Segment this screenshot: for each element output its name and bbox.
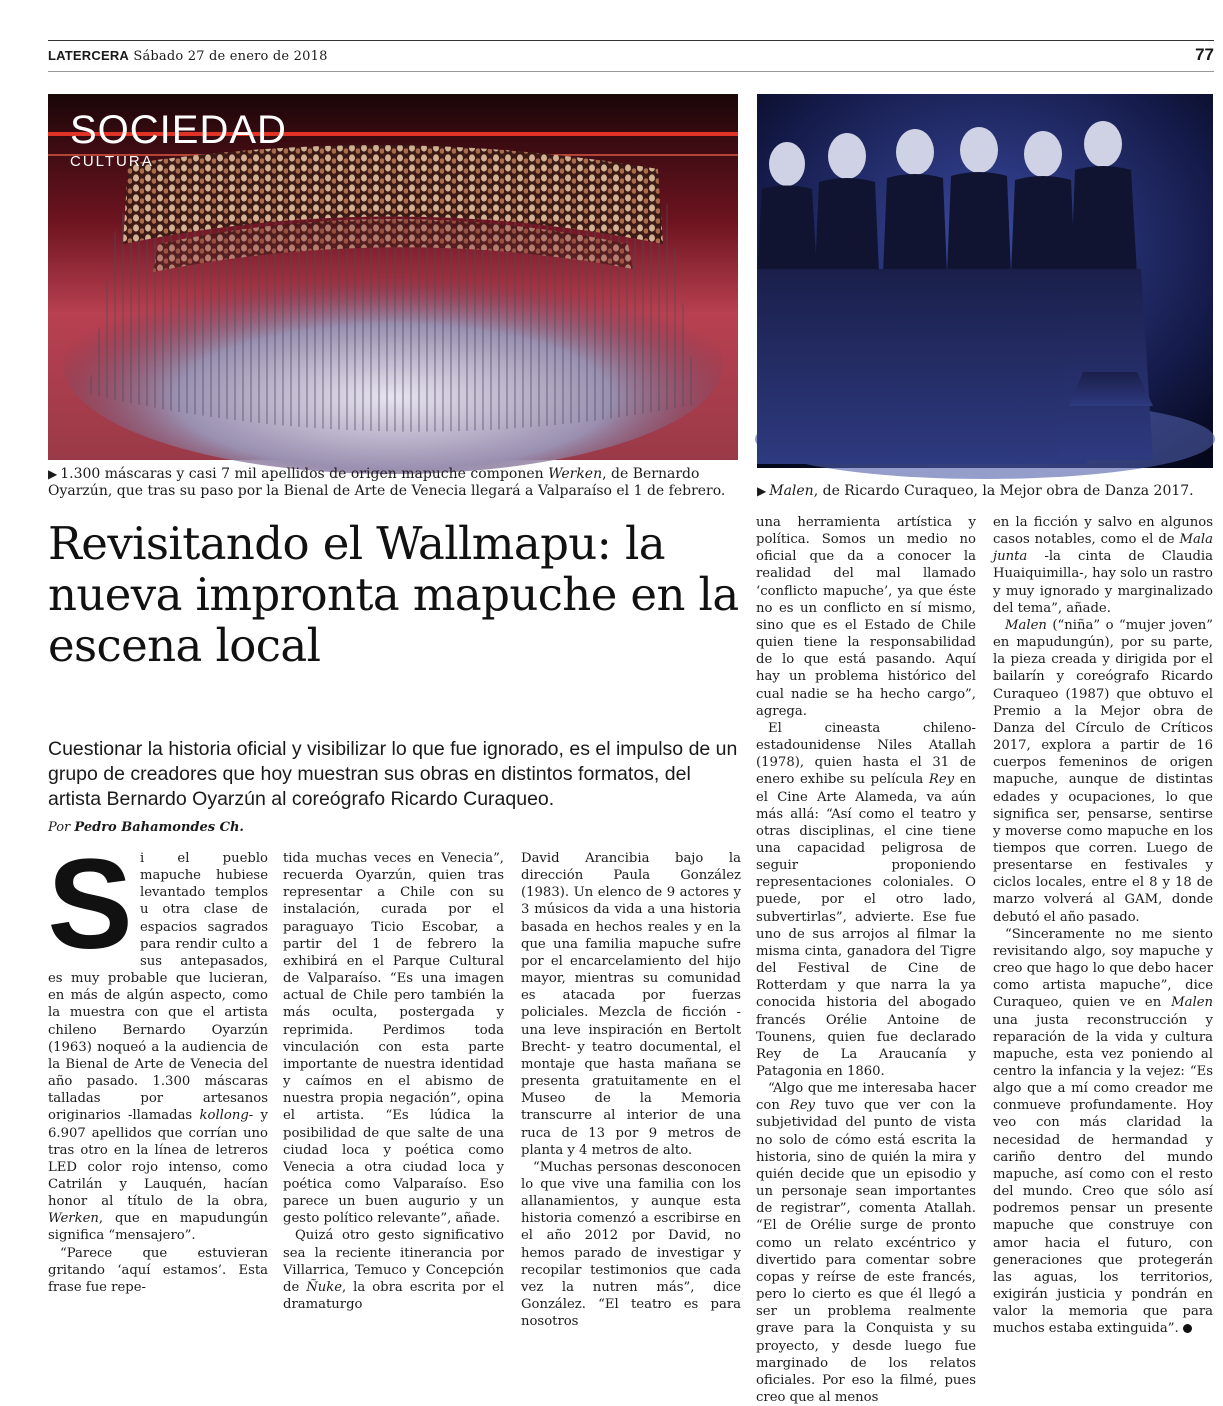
paragraph-text: en el Cine Arte Alameda, va aún más allá: “Así como el teatro y otras disciplinas, el cine tiene una capacidad peligrosa de seguir proponiendo representaciones coloniales. O puede, por el otro lado, subvertirlas”, advierte. Ese fue uno de sus arrojos al filmar la misma cinta, ganadora del Tigre del Festival de Cine de Rotterdam y que narra la ya conocida historia del abogado francés Orélie Antoine de Tounens, quien fue declarado Rey de La Araucanía y Patagonia en 1860.: [756, 772, 976, 1079]
caption-work-title: Malen: [769, 483, 814, 499]
paragraph: [993, 514, 1213, 617]
paragraph-text: i el pueblo mapuche hubiese levantado templos u otra clase de espacios sagrados para rendir culto a sus antepasados, es muy probable que lucieran, en más de algún aspecto, como la muestra con que el artista chileno Bernardo Oyarzún (1963) noqueó a la audiencia de la Bienal de Arte de Venecia del año pasado. 1.300 máscaras talladas por artesanos originarios -llamadas: [48, 851, 268, 1124]
article-headline: Revisitando el Wallmapu: la nueva impronta mapuche en la escena local: [48, 517, 739, 672]
page-number: 77: [1195, 45, 1214, 64]
paragraph-text: El cineasta chileno-estadounidense Niles Atallah (1978), quien hasta el 31 de enero exhibe su película: [756, 720, 976, 788]
paragraph-text: -la cinta de Claudia Huaiquimilla-, hay solo un rastro y muy ignorado y marginalizado del tema”, añade.: [993, 549, 1213, 616]
masthead: [48, 40, 1214, 72]
italic-term: Malen: [1005, 617, 1047, 633]
paragraph-text: tuvo que ver con la subjetividad del punto de vista no solo de cómo está escrita la historia, sino de quién la mira y quién decide que un episodio y un personaje sean importantes de registrar”, comenta Atallah. “El de Orélie surge de pronto como un relato excéntrico y divertido para comentar sobre copas y reírse de este francés, pero lo cierto es que él llegó a ser un problema realmente grave para la Conquista y su proyecto, y desde luego fue marginado de los relatos oficiales. Por eso la filmé, pues creo que al menos: [756, 1098, 977, 1405]
caption-triangle-icon: ▶: [48, 467, 58, 481]
paragraph: [756, 1080, 976, 1406]
paragraph-text: en la ficción y salvo en algunos casos notables, como el de: [993, 515, 1213, 548]
paragraph-text: , que en mapudungún significa “mensajero”.: [48, 1211, 268, 1244]
paragraph-text: , la obra escrita por el dramaturgo: [283, 1279, 504, 1313]
paragraph: [993, 926, 1213, 1338]
paragraph: “Parece que estuvieran gritando ‘aquí estamos’. Esta frase fue repe-: [48, 1245, 268, 1295]
photo-caption-malen: [757, 483, 1213, 500]
article-deck: Cuestionar la historia oficial y visibilizar lo que fue ignorado, es el impulso de un grupo de creadores que hoy muestran sus obras en distintos formatos, del artista Bernardo Oyarzún al coreógrafo Ricardo Curaqueo.: [48, 738, 738, 810]
byline-prefix: Por: [48, 820, 71, 835]
subsection-name: CULTURA: [70, 153, 154, 170]
article-column-3: [521, 850, 741, 1330]
caption-text: 1.300 máscaras y casi 7 mil apellidos de origen mapuche componen: [60, 466, 549, 482]
paragraph-text: una justa reconstrucción y reparación de la vida y cultura mapuche, esta vez poniendo al centro la infancia y la vejez: “Es algo que a mí como creador me conmueve profundamente. Hoy veo con más claridad la necesidad de hermandad y cariño dentro del mundo mapuche, así como con el resto del mundo. Creo que sólo así podremos pensar un presente mapuche que construye con amor hacia el futuro, con generaciones que protegerán las aguas, los territorios, exigirán justicia y pondrán en valor la memoria que para muchos estaba extinguida”.: [993, 1012, 1213, 1337]
paragraph-text: “Algo que me interesaba hacer con: [756, 1081, 976, 1114]
italic-term: kollong: [199, 1108, 249, 1124]
italic-term: Rey: [789, 1098, 815, 1114]
byline-author: Pedro Bahamondes Ch.: [74, 820, 244, 835]
article-column-4: [756, 514, 976, 1406]
article-column-1: [47, 833, 268, 1296]
paragraph-text: Quizá otro gesto significativo sea la reciente itinerancia por Villarrica, Temuco y Concepción de: [283, 1228, 504, 1295]
newspaper-brand: LATERCERA: [48, 48, 129, 63]
article-column-2: [283, 850, 504, 1313]
photo-caption-werken: [48, 466, 738, 500]
caption-text-rest: , de Bernardo Oyarzún, que tras su paso por la Bienal de Arte de Venecia llegará a Valparaíso el 1 de febrero.: [48, 466, 726, 499]
paragraph: David Arancibia bajo la dirección Paula González (1983). Un elenco de 9 actores y 3 músicos da vida a una historia basada en hechos reales y en la que una familia mapuche sufre por el encarcelamiento del hijo mayor, mientras su comunidad es atacada por fuerzas policiales. Mezcla de ficción -una leve inspiración en Bertolt Brecht- y teatro documental, el montaje que hasta mañana se presenta gratuitamente en el Museo de la Memoria transcurre al interior de una ruca de 13 por 9 metros de planta y 4 metros de alto.: [521, 851, 741, 1158]
section-label: [70, 110, 287, 170]
paragraph: [283, 1227, 504, 1313]
paragraph: tida muchas veces en Venecia”, recuerda Oyarzún, quien tras representar a Chile con su instalación, curada por el paraguayo Ticio Escobar, a partir del 1 de febrero la exhibirá en el Parque Cultural de Valparaíso. “Es una imagen actual de Chile pero también la más oculta, postergada y reprimida. Perdimos toda vinculación con esta parte importante de nuestra identidad y caímos en el abismo de nuestra propia negación”, opina el artista. “Es lúdica la posibilidad de que salte de una ciudad loca y poética como Venecia a otra ciudad loca y poética como Valparaíso. Eso parece un buen augurio y un gesto político relevante”, añade.: [283, 851, 504, 1227]
paragraph-text: (“niña” o “mujer joven” en mapudungún), por su parte, la pieza creada y dirigida por el bailarín y coreógrafo Ricardo Curaqueo (1987) que obtuvo el Premio a la Mejor obra de Danza del Círculo de Críticos 2017, explora a partir de 16 cuerpos femeninos de origen mapuche, aunque de distintas edades y ocupaciones, lo que significa ser, pensarse, sentirse y moverse como mapuche en los tiempos que corren. Luego de presentarse en festivales y ciclos locales, entre el 8 y 18 de marzo volverá al GAM, donde debutó el año pasado.: [993, 617, 1213, 925]
paragraph-text: - y 6.907 apellidos que corrían uno tras otro en la línea de letreros LED color rojo intenso, como Catrilán y Lauquén, hacían honor al título de la obra,: [48, 1108, 268, 1210]
end-of-article-icon: [1183, 1324, 1192, 1333]
caption-text-rest: , de Ricardo Curaqueo, la Mejor obra de Danza 2017.: [813, 483, 1194, 499]
paragraph: “Muchas personas desconocen lo que vive una familia con los allanamientos, y aunque esta historia comenzó a escribirse en el año 2012 por David, no hemos parado de investigar y recopilar testimonios que cada vez la nutren más”, dice González. “El teatro es para nosotros: [521, 1159, 741, 1330]
paragraph: una herramienta artística y política. Somos un medio no oficial que da a conocer la realidad del mal llamado ‘conflicto mapuche’, ya que éste no es un conflicto en sí mismo, sino que es el Estado de Chile quien tiene la responsabilidad de lo que está pasando. Aquí hay un problema histórico del cual nadie se ha hecho cargo”, agrega.: [756, 515, 976, 719]
issue-date: Sábado 27 de enero de 2018: [133, 49, 328, 64]
drop-cap: [47, 833, 133, 976]
caption-triangle-icon: ▶: [757, 484, 767, 498]
section-name: SOCIEDAD: [70, 108, 287, 152]
italic-term: Rey: [928, 772, 955, 788]
paragraph-text: “Sinceramente no me siento revisitando algo, soy mapuche y creo que hago lo que debo hacer como artista mapuche”, dice Curaqueo, quien ve en: [993, 926, 1213, 1011]
italic-term: Malen: [1171, 995, 1213, 1011]
paragraph: [756, 720, 976, 1080]
article-column-5: [993, 514, 1213, 1338]
photo-malen-dancers: [757, 94, 1213, 468]
italic-term: Werken: [48, 1211, 99, 1227]
paragraph: [993, 617, 1213, 926]
caption-work-title: Werken: [548, 466, 603, 482]
drop-cap-letter: S: [47, 833, 133, 976]
italic-term: Ñuke: [306, 1279, 343, 1295]
masthead-left: [48, 48, 328, 64]
italic-term: Mala junta: [993, 532, 1213, 565]
